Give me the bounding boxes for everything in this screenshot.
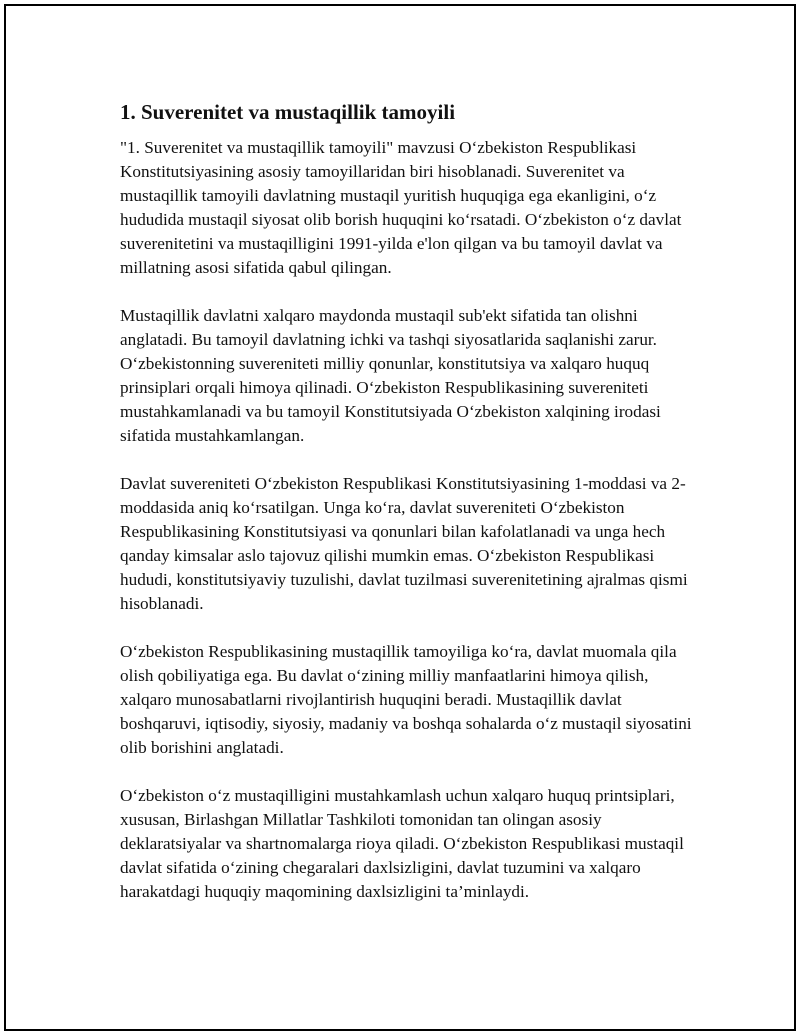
document-body xyxy=(120,98,692,928)
paragraph-5: O‘zbekiston o‘z mustaqilligini mustahkamlash uchun xalqaro huquq printsiplari, xususan, Birlashgan Millatlar Tashkiloti tomonidan tan olingan asosiy deklaratsiyalar va shartnomalarga rioya qiladi. O‘zbekiston Respublikasi mustaqil davlat sifatida o‘zining chegaralari daxlsizligini, davlat tuzumini va xalqaro harakatdagi huquqiy maqomining daxlsizligini ta’minlaydi. xyxy=(120,786,684,901)
paragraph-4: O‘zbekiston Respublikasining mustaqillik tamoyiliga ko‘ra, davlat muomala qila olish qobiliyatiga ega. Bu davlat o‘zining milliy manfaatlarini himoya qilish, xalqaro munosabatlarni rivojlantirish huquqini beradi. Mustaqillik davlat boshqaruvi, iqtisodiy, siyosiy, madaniy va boshqa sohalarda o‘z mustaqil siyosatini olib borishini anglatadi. xyxy=(120,642,692,757)
paragraph-3: Davlat suvereniteti O‘zbekiston Respublikasi Konstitutsiyasining 1-moddasi va 2-moddasida aniq ko‘rsatilgan. Unga ko‘ra, davlat suvereniteti O‘zbekiston Respublikasining Konstitutsiyasi va qonunlari bilan kafolatlanadi va unga hech qanday kimsalar aslo tajovuz qilishi mumkin emas. O‘zbekiston Respublikasi hududi, konstitutsiyaviy tuzulishi, davlat tuzilmasi suverenitetining ajralmas qismi hisoblanadi. xyxy=(120,474,688,613)
page-frame xyxy=(4,4,796,1031)
section-heading: 1. Suverenitet va mustaqillik tamoyili xyxy=(120,100,456,124)
paragraph-1: "1. Suverenitet va mustaqillik tamoyili" mavzusi O‘zbekiston Respublikasi Konstitutsiyasining asosiy tamoyillaridan biri hisoblanadi. Suverenitet va mustaqillik tamoyili davlatning mustaqil yuritish huquqiga ega ekanligini, o‘z hududida mustaqil siyosat olib borish huquqini ko‘rsatadi. O‘zbekiston o‘z davlat suverenitetini va mustaqilligini 1991-yilda e'lon qilgan va bu tamoyil davlat va millatning asosi sifatida qabul qilingan. xyxy=(120,138,682,277)
paragraph-2: Mustaqillik davlatni xalqaro maydonda mustaqil sub'ekt sifatida tan olishni anglatadi. Bu tamoyil davlatning ichki va tashqi siyosatlarida saqlanishi zarur. O‘zbekistonning suvereniteti milliy qonunlar, konstitutsiya va xalqaro huquq prinsiplari orqali himoya qilinadi. O‘zbekiston Respublikasining suvereniteti mustahkamlanadi va bu tamoyil Konstitutsiyada O‘zbekiston xalqining irodasi sifatida mustahkamlangan. xyxy=(120,306,661,445)
